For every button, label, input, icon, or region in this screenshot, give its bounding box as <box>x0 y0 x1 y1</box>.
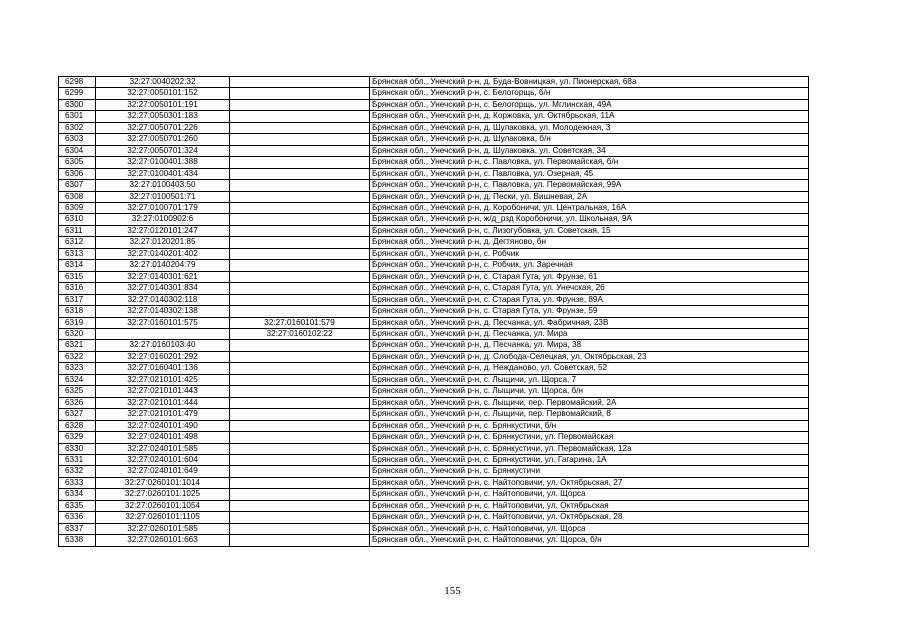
address-cell: Брянская обл., Унечский р-н, д. Шулаковка, ул. Молодежная, 3 <box>370 122 809 133</box>
secondary-cadastral-number-cell <box>230 122 370 133</box>
row-number-cell: 6308 <box>59 191 96 202</box>
row-number-cell: 6303 <box>59 134 96 145</box>
row-number-cell: 6315 <box>59 271 96 282</box>
secondary-cadastral-number-cell <box>230 168 370 179</box>
cadastral-number-cell: 32:27:0050301:183 <box>96 111 230 122</box>
address-cell: Брянская обл., Унечский р-н, д. Нежданово, ул. Советская, 52 <box>370 363 809 374</box>
row-number-cell: 6316 <box>59 283 96 294</box>
secondary-cadastral-number-cell <box>230 248 370 259</box>
secondary-cadastral-number-cell <box>230 386 370 397</box>
cadastral-number-cell: 32:27:0100501:71 <box>96 191 230 202</box>
secondary-cadastral-number-cell <box>230 466 370 477</box>
cadastral-number-cell: 32:27:0100403:50 <box>96 180 230 191</box>
table-row <box>59 363 809 374</box>
table-row <box>59 374 809 385</box>
secondary-cadastral-number-cell <box>230 99 370 110</box>
cadastral-number-cell: 32:27:0240101:498 <box>96 432 230 443</box>
address-cell: Брянская обл., Унечский р-н, с. Робчик, ул. Заречная <box>370 260 809 271</box>
address-cell: Брянская обл., Унечский р-н, ж/д_рзд Коробоничи, ул. Школьная, 9А <box>370 214 809 225</box>
cadastral-number-cell: 32:27:0140302:138 <box>96 306 230 317</box>
table-row <box>59 168 809 179</box>
address-cell: Брянская обл., Унечский р-н, д. Шулаковка, б/н <box>370 134 809 145</box>
address-cell: Брянская обл., Унечский р-н, с. Найтоповичи, ул. Октябрьская, 28 <box>370 512 809 523</box>
cadastral-number-cell: 32:27:0210101:444 <box>96 397 230 408</box>
address-cell: Брянская обл., Унечский р-н, с. Павловка, ул. Озерная, 45 <box>370 168 809 179</box>
secondary-cadastral-number-cell <box>230 432 370 443</box>
address-cell: Брянская обл., Унечский р-н, с. Старая Гута, ул. Фрунзе, 61 <box>370 271 809 282</box>
table-row <box>59 420 809 431</box>
table-row <box>59 111 809 122</box>
address-cell: Брянская обл., Унечский р-н, с. Найтоповичи, ул. Октябрьская, 27 <box>370 477 809 488</box>
address-cell: Брянская обл., Унечский р-н, д. Пески, ул. Вишневая, 2А <box>370 191 809 202</box>
table-row <box>59 191 809 202</box>
address-cell: Брянская обл., Унечский р-н, с. Брянкустичи, ул. Первомайская, 12а <box>370 443 809 454</box>
secondary-cadastral-number-cell <box>230 283 370 294</box>
cadastral-number-cell: 32:27:0160201:292 <box>96 351 230 362</box>
cadastral-number-cell: 32:27:0260101:1105 <box>96 512 230 523</box>
table-row <box>59 489 809 500</box>
cadastral-number-cell: 32:27:0100401:434 <box>96 168 230 179</box>
address-cell: Брянская обл., Унечский р-н, с. Брянкустичи, ул. Первомайская <box>370 432 809 443</box>
secondary-cadastral-number-cell <box>230 134 370 145</box>
address-cell: Брянская обл., Унечский р-н, с. Брянкустичи, ул. Гагарина, 1А <box>370 454 809 465</box>
row-number-cell: 6326 <box>59 397 96 408</box>
address-cell: Брянская обл., Унечский р-н, с. Лыщичи, ул. Щорса, б/н <box>370 386 809 397</box>
cadastral-number-cell: 32:27:0100401:388 <box>96 157 230 168</box>
table-row <box>59 443 809 454</box>
row-number-cell: 6309 <box>59 202 96 213</box>
row-number-cell: 6333 <box>59 477 96 488</box>
address-cell: Брянская обл., Унечский р-н, с. Найтоповичи, ул. Щорса, б/н <box>370 535 809 546</box>
row-number-cell: 6310 <box>59 214 96 225</box>
row-number-cell: 6338 <box>59 535 96 546</box>
secondary-cadastral-number-cell <box>230 397 370 408</box>
secondary-cadastral-number-cell <box>230 214 370 225</box>
secondary-cadastral-number-cell <box>230 523 370 534</box>
table-row <box>59 294 809 305</box>
secondary-cadastral-number-cell <box>230 237 370 248</box>
secondary-cadastral-number-cell <box>230 260 370 271</box>
secondary-cadastral-number-cell <box>230 180 370 191</box>
table-row <box>59 180 809 191</box>
address-cell: Брянская обл., Унечский р-н, с. Старая Гута, ул. Фрунзе, 59 <box>370 306 809 317</box>
cadastral-number-cell: 32:27:0210101:443 <box>96 386 230 397</box>
table-row <box>59 523 809 534</box>
table-row <box>59 454 809 465</box>
table-row <box>59 145 809 156</box>
row-number-cell: 6302 <box>59 122 96 133</box>
address-cell: Брянская обл., Унечский р-н, с. Брянкустичи, б/н <box>370 420 809 431</box>
cadastral-number-cell: 32:27:0160101:575 <box>96 317 230 328</box>
row-number-cell: 6307 <box>59 180 96 191</box>
table-row <box>59 77 809 88</box>
cadastral-number-cell: 32:27:0260101:585 <box>96 523 230 534</box>
cadastral-number-cell: 32:27:0260101:1025 <box>96 489 230 500</box>
table-row <box>59 386 809 397</box>
secondary-cadastral-number-cell <box>230 420 370 431</box>
row-number-cell: 6337 <box>59 523 96 534</box>
secondary-cadastral-number-cell <box>230 88 370 99</box>
row-number-cell: 6306 <box>59 168 96 179</box>
secondary-cadastral-number-cell <box>230 225 370 236</box>
address-cell: Брянская обл., Унечский р-н, с. Найтоповичи, ул. Октябрьская <box>370 500 809 511</box>
row-number-cell: 6327 <box>59 409 96 420</box>
secondary-cadastral-number-cell <box>230 111 370 122</box>
address-cell: Брянская обл., Унечский р-н, д. Песчанка, ул. Мира, 38 <box>370 340 809 351</box>
row-number-cell: 6312 <box>59 237 96 248</box>
cadastral-number-cell: 32:27:0260101:1014 <box>96 477 230 488</box>
address-cell: Брянская обл., Унечский р-н, с. Павловка, ул. Первомайская, б/н <box>370 157 809 168</box>
secondary-cadastral-number-cell <box>230 351 370 362</box>
table-row <box>59 214 809 225</box>
address-cell: Брянская обл., Унечский р-н, с. Старая Гута, ул. Унечская, 26 <box>370 283 809 294</box>
table-row <box>59 500 809 511</box>
row-number-cell: 6301 <box>59 111 96 122</box>
table-row <box>59 271 809 282</box>
row-number-cell: 6330 <box>59 443 96 454</box>
table-row <box>59 134 809 145</box>
row-number-cell: 6320 <box>59 328 96 339</box>
cadastral-number-cell: 32:27:0040202:32 <box>96 77 230 88</box>
secondary-cadastral-number-cell <box>230 363 370 374</box>
row-number-cell: 6299 <box>59 88 96 99</box>
cadastral-number-cell: 32:27:0050101:152 <box>96 88 230 99</box>
cadastral-number-cell: 32:27:0120101:247 <box>96 225 230 236</box>
secondary-cadastral-number-cell <box>230 306 370 317</box>
cadastral-number-cell: 32:27:0210101:425 <box>96 374 230 385</box>
secondary-cadastral-number-cell <box>230 500 370 511</box>
cadastral-number-cell: 32:27:0240101:604 <box>96 454 230 465</box>
row-number-cell: 6329 <box>59 432 96 443</box>
row-number-cell: 6311 <box>59 225 96 236</box>
table-row <box>59 351 809 362</box>
address-cell: Брянская обл., Унечский р-н, с. Найтоповичи, ул. Щорса <box>370 489 809 500</box>
row-number-cell: 6305 <box>59 157 96 168</box>
secondary-cadastral-number-cell <box>230 443 370 454</box>
table-row <box>59 340 809 351</box>
cadastral-number-cell: 32:27:0140301:621 <box>96 271 230 282</box>
cadastral-number-cell: 32:27:0140201:402 <box>96 248 230 259</box>
cadastral-number-cell: 32:27:0050101:191 <box>96 99 230 110</box>
address-cell: Брянская обл., Унечский р-н, д. Коробоничи, ул. Центральная, 16А <box>370 202 809 213</box>
table-row <box>59 248 809 259</box>
cadastral-number-cell: 32:27:0140302:118 <box>96 294 230 305</box>
table-row <box>59 283 809 294</box>
address-cell: Брянская обл., Унечский р-н, с. Лыщичи, пер. Первомайский, 2А <box>370 397 809 408</box>
address-cell: Брянская обл., Унечский р-н, с. Павловка, ул. Первомайская, 99А <box>370 180 809 191</box>
cadastral-number-cell: 32:27:0240101:490 <box>96 420 230 431</box>
cadastral-number-cell: 32:27:0050701:226 <box>96 122 230 133</box>
table-row <box>59 202 809 213</box>
address-cell: Брянская обл., Унечский р-н, с. Белогорщь, ул. Мглинская, 49А <box>370 99 809 110</box>
row-number-cell: 6318 <box>59 306 96 317</box>
row-number-cell: 6321 <box>59 340 96 351</box>
address-cell: Брянская обл., Унечский р-н, с. Лыщичи, пер. Первомайский, 8 <box>370 409 809 420</box>
table-row <box>59 432 809 443</box>
row-number-cell: 6323 <box>59 363 96 374</box>
secondary-cadastral-number-cell: 32:27:0160101:579 <box>230 317 370 328</box>
cadastral-number-cell: 32:27:0100902:6 <box>96 214 230 225</box>
table-row <box>59 306 809 317</box>
registry-table <box>58 76 809 547</box>
secondary-cadastral-number-cell <box>230 535 370 546</box>
cadastral-number-cell: 32:27:0140301:834 <box>96 283 230 294</box>
cadastral-number-cell: 32:27:0120201:85 <box>96 237 230 248</box>
table-row <box>59 409 809 420</box>
row-number-cell: 6322 <box>59 351 96 362</box>
cadastral-number-cell: 32:27:0160401:136 <box>96 363 230 374</box>
secondary-cadastral-number-cell <box>230 409 370 420</box>
table-row <box>59 512 809 523</box>
address-cell: Брянская обл., Унечский р-н, д. Дегтяново, бн <box>370 237 809 248</box>
table-row <box>59 317 809 328</box>
cadastral-number-cell: 32:27:0140204:79 <box>96 260 230 271</box>
table-row <box>59 397 809 408</box>
address-cell: Брянская обл., Унечский р-н, с. Робчик <box>370 248 809 259</box>
secondary-cadastral-number-cell <box>230 145 370 156</box>
cadastral-number-cell <box>96 328 230 339</box>
table-row <box>59 99 809 110</box>
address-cell: Брянская обл., Унечский р-н, с. Старая Гута, ул. Фрунзе, 89А <box>370 294 809 305</box>
address-cell: Брянская обл., Унечский р-н, д. Слобода-Селецкая, ул. Октябрьская, 23 <box>370 351 809 362</box>
secondary-cadastral-number-cell <box>230 477 370 488</box>
table-row <box>59 157 809 168</box>
address-cell: Брянская обл., Унечский р-н, с. Брянкустичи <box>370 466 809 477</box>
row-number-cell: 6332 <box>59 466 96 477</box>
row-number-cell: 6334 <box>59 489 96 500</box>
table-row <box>59 535 809 546</box>
cadastral-number-cell: 32:27:0240101:649 <box>96 466 230 477</box>
secondary-cadastral-number-cell: 32:27:0160102:22 <box>230 328 370 339</box>
cadastral-number-cell: 32:27:0100701:179 <box>96 202 230 213</box>
cadastral-number-cell: 32:27:0260101:663 <box>96 535 230 546</box>
cadastral-number-cell: 32:27:0240101:585 <box>96 443 230 454</box>
secondary-cadastral-number-cell <box>230 294 370 305</box>
table-row <box>59 225 809 236</box>
address-cell: Брянская обл., Унечский р-н, д. Песчанка, ул. Мира <box>370 328 809 339</box>
secondary-cadastral-number-cell <box>230 512 370 523</box>
secondary-cadastral-number-cell <box>230 202 370 213</box>
address-cell: Брянская обл., Унечский р-н, с. Найтоповичи, ул. Щорса <box>370 523 809 534</box>
table-row <box>59 477 809 488</box>
address-cell: Брянская обл., Унечский р-н, д. Песчанка, ул. Фабричная, 23В <box>370 317 809 328</box>
address-cell: Брянская обл., Унечский р-н, с. Белогорщь, б/н <box>370 88 809 99</box>
cadastral-number-cell: 32:27:0260101:1054 <box>96 500 230 511</box>
address-cell: Брянская обл., Унечский р-н, с. Лыщичи, ул. Щорса, 7 <box>370 374 809 385</box>
row-number-cell: 6319 <box>59 317 96 328</box>
address-cell: Брянская обл., Унечский р-н, д. Шулаковка, ул. Советская, 34 <box>370 145 809 156</box>
cadastral-number-cell: 32:27:0050701:324 <box>96 145 230 156</box>
address-cell: Брянская обл., Унечский р-н, д. Буда-Вовницкая, ул. Пионерская, 68а <box>370 77 809 88</box>
row-number-cell: 6328 <box>59 420 96 431</box>
table-row <box>59 88 809 99</box>
cadastral-number-cell: 32:27:0050701:260 <box>96 134 230 145</box>
secondary-cadastral-number-cell <box>230 454 370 465</box>
page-number: 155 <box>444 585 461 597</box>
address-cell: Брянская обл., Унечский р-н, д. Коржовка, ул. Октябрьская, 11А <box>370 111 809 122</box>
row-number-cell: 6335 <box>59 500 96 511</box>
row-number-cell: 6314 <box>59 260 96 271</box>
table-row <box>59 328 809 339</box>
address-cell: Брянская обл., Унечский р-н, с. Лизогубовка, ул. Советская, 15 <box>370 225 809 236</box>
row-number-cell: 6298 <box>59 77 96 88</box>
cadastral-number-cell: 32:27:0160103:40 <box>96 340 230 351</box>
row-number-cell: 6325 <box>59 386 96 397</box>
table-row <box>59 260 809 271</box>
cadastral-number-cell: 32:27:0210101:479 <box>96 409 230 420</box>
secondary-cadastral-number-cell <box>230 489 370 500</box>
registry-table-body <box>59 77 809 547</box>
secondary-cadastral-number-cell <box>230 340 370 351</box>
table-row <box>59 237 809 248</box>
secondary-cadastral-number-cell <box>230 374 370 385</box>
table-row <box>59 466 809 477</box>
table-row <box>59 122 809 133</box>
secondary-cadastral-number-cell <box>230 157 370 168</box>
row-number-cell: 6304 <box>59 145 96 156</box>
row-number-cell: 6313 <box>59 248 96 259</box>
row-number-cell: 6324 <box>59 374 96 385</box>
secondary-cadastral-number-cell <box>230 271 370 282</box>
row-number-cell: 6317 <box>59 294 96 305</box>
row-number-cell: 6300 <box>59 99 96 110</box>
secondary-cadastral-number-cell <box>230 77 370 88</box>
secondary-cadastral-number-cell <box>230 191 370 202</box>
row-number-cell: 6336 <box>59 512 96 523</box>
row-number-cell: 6331 <box>59 454 96 465</box>
